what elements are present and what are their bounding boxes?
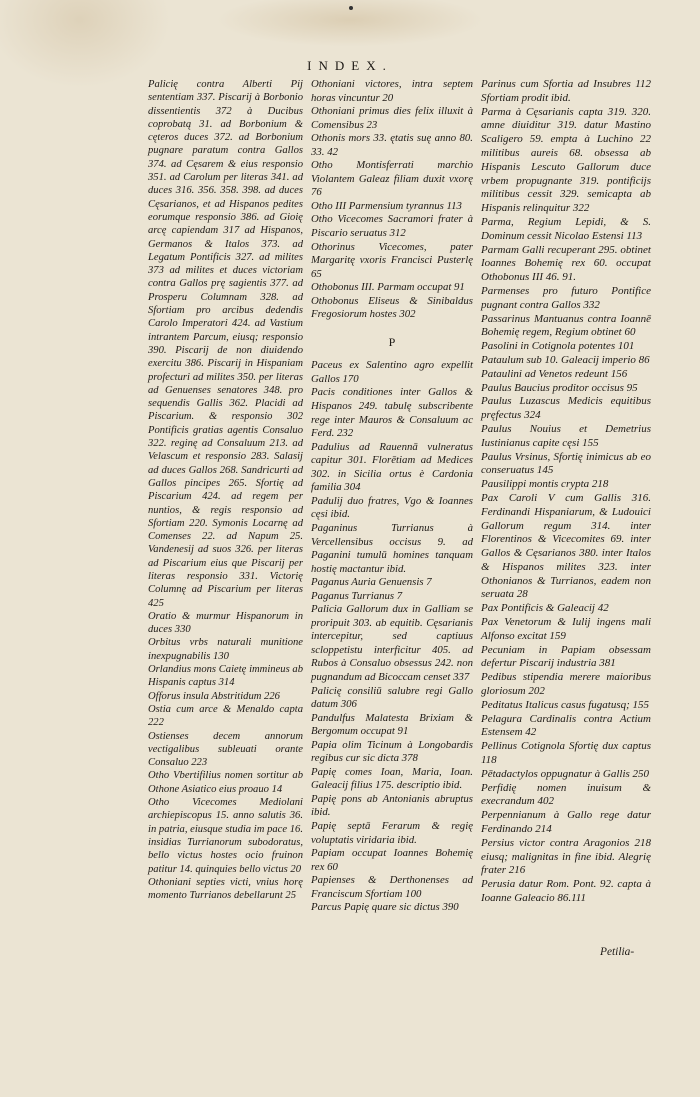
index-entry: Otho Montisferrati marchio Violantem Galeaz filiam duxit vxorę 76 xyxy=(311,159,473,199)
index-entry: Parma à Cęsarianis capta 319. 320. amne diuiditur 319. datur Mastino Scaligero 59. empta à Luchino 22 militibus aureis 68. obsessa ab Hispanis Lescuto Gallorum duce vrbem propugnante 319. pontificijs militibus cessit 329. semicapta ab Hispanis relinquitur 322 xyxy=(481,105,651,215)
index-entry: Pax Venetorum & Iulij ingens mali Alfonso excitat 159 xyxy=(481,616,651,642)
index-entry: Othobonus III. Parmam occupat 91 xyxy=(311,281,465,294)
index-entry: Parma, Regium Lepidi, & S. Dominum cessit Nicolao Estensi 113 xyxy=(481,215,651,242)
ink-dot xyxy=(349,6,353,10)
index-entry: Pausilippi montis crypta 218 xyxy=(481,478,609,491)
index-entry: Papienses & Derthonenses ad Franciscum Sfortiam 100 xyxy=(311,874,473,900)
index-entry: Paganus Turrianus 7 xyxy=(311,589,403,602)
index-entry: Perfidię nomen inuisum & execrandum 402 xyxy=(481,781,651,808)
index-entry: Paulus Nouius et Demetrius Iustinianus capite cęsi 155 xyxy=(481,422,651,449)
index-entry: Palicia Gallorum dux in Galliam se proripuit 303. ab equitib. Cęsarianis intercepitur, sed captiuus scloppetistu interficitur 405. ad Rubos à Consaluo obsessus 242. non pugnandum ad Bicoccam censet 337 xyxy=(311,603,473,683)
index-entry: Paceus ex Salentino agro expellit Gallos 170 xyxy=(311,359,473,385)
index-entry: Parinus cum Sfortia ad Insubres 112 Sfortiam prodit ibid. xyxy=(481,78,651,104)
catchword: Petilia- xyxy=(600,946,635,958)
index-entry: Othoniani primus dies felix illuxit à Comensibus 23 xyxy=(311,105,473,131)
index-column-1 xyxy=(148,78,303,902)
index-entry: Pandulfus Malatesta Brixiam & Bergomum occupat 91 xyxy=(311,711,473,738)
index-entry: Pax Pontificis & Galeacij 42 xyxy=(481,602,609,615)
index-entry: Othorinus Vicecomes, pater Margaritę vxoris Francisci Pusterlę 65 xyxy=(311,240,473,280)
index-entry: Orlandius mons Caietę immineus ab Hispanis captus 314 xyxy=(148,664,303,689)
index-entry: Pētadactylos oppugnatur à Gallis 250 xyxy=(481,767,650,780)
index-entry: Ostienses decem annorum vectigalibus subleuati orante Consaluo 223 xyxy=(148,730,303,769)
index-entry: Peditatus Italicus casus fugatusq; 155 xyxy=(481,698,650,711)
index-entry: Parmam Galli recuperant 295. obtinet Ioannes Bohemię rex 60. occupat Othobonus III 46. 91. xyxy=(481,243,651,284)
index-entry: Pelagura Cardinalis contra Actium Estensem 42 xyxy=(481,712,651,739)
index-entry: Padulij duo fratres, Vgo & Ioannes cęsi ibid. xyxy=(311,494,473,521)
index-entry: Pacis conditiones inter Gallos & Hispanos 249. tabulę subscribente rege inter Mauros & Consaluum ac Ferd. 232 xyxy=(311,386,473,440)
index-entry: Persius victor contra Aragonios 218 eiusq; malignitas in fine ibid. Alegrię frater 216 xyxy=(481,836,651,877)
index-entry: Papiam occupat Ioannes Bohemię rex 60 xyxy=(311,847,473,873)
index-entry: Oratio & murmur Hispanorum in duces 330 xyxy=(148,610,303,636)
index-entry: Othonis mors 33. ętatis suę anno 80. 33. 42 xyxy=(311,132,473,158)
index-entry: Otho Vbertifilius nomen sortitur ab Othone Asiatico eius proauo 14 xyxy=(148,770,303,795)
index-entry: Ostia cum arce & Menaldo capta 222 xyxy=(148,703,303,729)
index-entry: Paganinus Turrianus à Vercellensibus occisus 9. ad Paganini tumulū homines tanquam hostię mactantur ibid. xyxy=(311,521,473,575)
index-entry: Padulius ad Rauennā vulneratus capitur 301. Florētiam ad Medices 302. in Sicilia ortus è Cardonia familia 304 xyxy=(311,440,473,494)
page-header: INDEX. xyxy=(307,58,393,73)
index-column-2 xyxy=(311,78,473,915)
index-entry: Palicię contra Alberti Pij sententiam 337. Piscarij à Borbonio dissentientis 372 à Ducibus coprobatą 31. ad Borbonium & cęteros duces 372. ad Borbonium pugnare paratum contra Gallos 374. ad Cęsarem & eius responsio 351. ad Carolum per literas 341. ad duces 316. 356. 358. 398. ad duces Cęsarianos, et ad Hispanos pedites eorumque responsio 386. ad Gioię arcę capiendam 317 ad Hispanos, Germanos & Italos 373. ad Legatum Pontificis 327. ad milites 373 ad milites et duces victoriam contra Gallos prę sagientis 377. ad Prosperu Columnam 328. ad Sfortiam pro arcibus dedendis Carolo Imperatori 424. ad Vastium intrantem Parcum, eiusq; responsio 390. Piscarij de non diuidendo exercitu 386. Piscarij in Hispaniam profecturi ad milites 350. per literas ad Genuenses senatores 348. pro sequendis Gallis 362. Placidi ad Piscarium. & responsio 302 Pontificis gratias agentis Consaluo 322. reginę ad Consaluum 213. ad Velascum et responsio 283. Salasij ad duces Gallos 268. Sandricurti ad Gallos pincipes 265. Sfortię ad Piscarium 424. ad regem per nuntios, & regis responsio ad Sfortiam 220. Symonis Locarnę ad Comenses 22. ad Napum 25. Vandenesij ad suos 326. per literas ad Piscarium eius que Piscarij per literas responsio 331. Victorię Columnę ad Piscarium per literas 425 xyxy=(148,79,303,609)
index-entry: Perusia datur Rom. Pont. 92. capta à Ioanne Galeacio 86.111 xyxy=(481,878,651,905)
index-entry: Othoniani victores, intra septem horas vincuntur 20 xyxy=(311,78,473,104)
index-entry: Pasolini in Cotignola potentes 101 xyxy=(481,340,635,353)
index-entry: Passarinus Mantuanus contra Ioannē Bohemię regem, Regium obtinet 60 xyxy=(481,312,651,339)
index-entry: Othobonus Eliseus & Sinibaldus Fregosiorum hostes 302 xyxy=(311,294,473,321)
index-entry: Orbitus vrbs naturali munitione inexpugnabilis 130 xyxy=(148,637,303,662)
index-entry: Pataulini ad Venetos redeunt 156 xyxy=(481,367,628,380)
index-entry: Parmenses pro futuro Pontifice pugnant contra Gallos 332 xyxy=(481,284,651,311)
index-entry: Papię pons ab Antonianis abruptus ibid. xyxy=(311,792,473,819)
index-entry: Paulus Vrsinus, Sfortię inimicus ab eo conseruatus 145 xyxy=(481,450,651,477)
section-letter: P xyxy=(388,334,396,349)
index-entry: Otho Vicecomes Sacramori frater à Piscario seruatus 312 xyxy=(311,213,473,240)
index-entry: Papia olim Ticinum à Longobardis regibus cur sic dicta 378 xyxy=(311,738,473,765)
index-entry: Paulus Baucius proditor occisus 95 xyxy=(481,381,638,394)
index-entry: Paganus Auria Genuensis 7 xyxy=(311,576,432,589)
index-entry: Otho III Parmensium tyrannus 113 xyxy=(311,199,462,212)
index-entry: Palicię consiliū salubre regi Gallo datum 306 xyxy=(311,684,473,711)
index-entry: Papię septā Ferarum & regię voluptatis viridaria ibid. xyxy=(311,819,473,846)
index-entry: Pecuniam in Papiam obsessam defertur Piscarij industria 381 xyxy=(481,643,651,670)
index-entry: Pataulum sub 10. Galeacij imperio 86 xyxy=(481,353,650,366)
index-entry: Othoniani septies victi, vnius horę momento Turrianos debellarunt 25 xyxy=(148,876,303,902)
index-entry: Pellinus Cotignola Sfortię dux captus 118 xyxy=(481,740,651,767)
index-entry: Paulus Luzascus Medicis equitibus pręfectus 324 xyxy=(481,395,651,422)
index-entry: Papię comes Ioan, Maria, Ioan. Galeacij filius 175. descriptio ibid. xyxy=(311,765,473,792)
index-entry: Perpennianum à Gallo rege datur Ferdinando 214 xyxy=(481,809,651,836)
index-entry: Otho Vicecomes Mediolani archiepiscopus 15. anno salutis 36. in patria, eiusque studia im pace 16. insidias Turrianorum subodoratus, bello victus hostes ocio fruinon patitur 14. quinquies bello victus 20 xyxy=(148,797,303,875)
index-entry: Parcus Papię quare sic dictus 390 xyxy=(311,901,459,914)
index-entry: Pax Caroli V cum Gallis 316. Ferdinandi Hispaniarum, & Ludouici Gallorum regum 314. inter Florentinos & Vicecomites 69. inter Gallos & Cęsarianos 380. inter Italos & Hispanos milites 323. inter Othonianos & Turrianos, eadem non seruata 28 xyxy=(481,491,651,601)
index-entry: Pedibus stipendia merere maioribus gloriosum 202 xyxy=(481,671,651,698)
index-entry: Offorus insula Abstritidum 226 xyxy=(148,690,280,702)
index-column-3 xyxy=(481,78,651,906)
